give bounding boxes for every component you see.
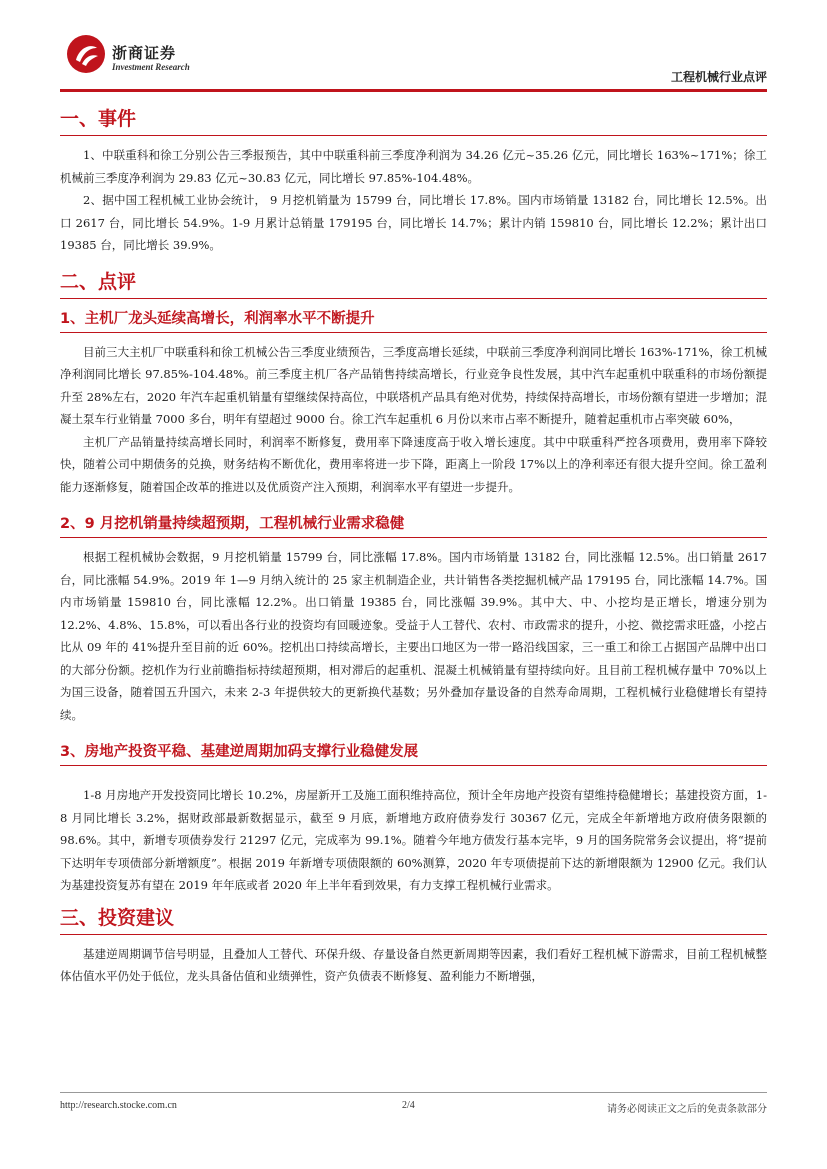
- section-review-heading: 二、点评: [60, 267, 767, 299]
- stocke-logo-icon: [66, 34, 106, 74]
- report-body: [60, 104, 767, 988]
- subsection-heading: 3、房地产投资平稳、基建逆周期加码支撑行业稳健发展: [60, 740, 767, 766]
- section-recommendation-heading: 三、投资建议: [60, 903, 767, 935]
- paragraph: 1-8 月房地产开发投资同比增长 10.2%，房屋新开工及施工面积维持高位，预计全年房地产投资有望维持稳健增长；基建投资方面，1-8 月同比增长 3.2%，据财政部最新数据显示，截至 9 月底，新增地方政府债券发行 30367 亿元，完成全年新增地方政府债务限额的 98.6%。其中，新增专项债券发行 21297 亿元，完成率为 99.1%。随着今年地方债发行基本完毕，9 月的国务院常务会议提出，将“提前下达明年专项债部分新增额度”。根据 2019 年新增专项债限额的 60%测算，2020 年专项债提前下达的新增限额为 12900 亿元。我们认为基建投资复苏有望在 2019 年年底或者 2020 年上半年看到效果，有力支撑工程机械行业需求。: [60, 788, 767, 892]
- paragraph: 主机厂产品销量持续高增长同时，利润率不断修复，费用率下降速度高于收入增长速度。其中中联重科严控各项费用，费用率下降较快，随着公司中期债务的兑换，财务结构不断优化，费用率将进一步下降，距离上一阶段 17%以上的净利率还有很大提升空间。徐工盈利能力逐渐修复，随着国企改革的推进以及优质资产注入预期，利润率水平有望进一步提升。: [60, 434, 767, 494]
- header-divider: [60, 89, 767, 92]
- section-event-heading: 一、事件: [60, 104, 767, 136]
- report-type: 工程机械行业点评: [670, 70, 767, 84]
- page-header: [60, 32, 767, 88]
- paragraph: 基建逆周期调节信号明显，且叠加人工替代、环保升级、存量设备自然更新周期等因素，我们看好工程机械下游需求，目前工程机械整体估值水平仍处于低位，龙头具备估值和业绩弹性，资产负债表不断修复、盈利能力不断增强，: [60, 946, 767, 983]
- logo-english-name: Investment Research: [112, 62, 190, 72]
- subsection-heading: 1、主机厂龙头延续高增长，利润率水平不断提升: [60, 307, 767, 333]
- footer-divider: [60, 1092, 767, 1093]
- footer-disclaimer: 请务必阅读正文之后的免责条款部分: [607, 1104, 767, 1115]
- subsection-heading: 2、9 月挖机销量持续超预期，工程机械行业需求稳健: [60, 512, 767, 538]
- logo-chinese-name: 浙商证券: [112, 44, 177, 62]
- page-number: 2/4: [402, 1100, 415, 1111]
- paragraph: 目前三大主机厂中联重科和徐工机械公告三季度业绩预告，三季度高增长延续，中联前三季度净利润同比增长 163%-171%，徐工机械净利润同比增长 97.85%-104.48%。前三季度主机厂各产品销售持续高增长，行业竞争良性发展，其中汽车起重机中联重科的市场份额提升至 28%左右，2020 年汽车起重机销量有望继续保持高位，中联塔机产品具有绝对优势，持续保持高增长，市场份额有望进一步增加；混凝土泵车行业销量 7000 多台，明年有望超过 9000 台。徐工汽车起重机 6 月份以来市占率不断提升，随着起重机市占率突破 60%，: [60, 344, 767, 426]
- paragraph: 根据工程机械协会数据，9 月挖机销量 15799 台，同比涨幅 17.8%。国内市场销量 13182 台，同比涨幅 12.5%。出口销量 2617 台，同比涨幅 54.9%。2019 年 1—9 月纳入统计的 25 家主机制造企业，共计销售各类挖掘机械产品 179195 台，同比涨幅 14.7%。国内市场销量 159810 台，同比涨幅 12.2%。出口销量 19385 台，同比涨幅 39.9%。其中大、中、小挖均是正增长，增速分别为 12.2%、4.8%、15.8%，可以看出各行业的投资均有回暖迹象。受益于人工替代、农村、市政需求的提升，小挖、微挖需求旺盛，小挖占比从 09 年的 41%提升至目前的近 60%。挖机出口持续高增长，主要出口地区为一带一路沿线国家，三一重工和徐工占据国产品牌中出口的大部分份额。挖机作为行业前瞻指标持续超预期，相对滞后的起重机、混凝土机械销量有望持续向好。且目前工程机械存量中 70%以上为国三设备，随着国五升国六，未来 2-3 年提供较大的更新换代基数；另外叠加存量设备的自然寿命周期，工程机械行业稳健增长有望持续。: [60, 550, 767, 722]
- paragraph: 2、据中国工程机械工业协会统计， 9 月挖机销量为 15799 台，同比增长 17.8%。国内市场销量 13182 台，同比增长 12.5%。出口 2617 台，同比增长 54.9%。1-9 月累计总销量 179195 台，同比增长 14.7%；累计内销 159810 台，同比增长 12.2%；累计出口 19385 台，同比增长 39.9%。: [60, 193, 768, 252]
- footer-url[interactable]: http://research.stocke.com.cn: [60, 1100, 177, 1111]
- paragraph: 1、中联重科和徐工分别公告三季报预告，其中中联重科前三季度净利润为 34.26 亿元~35.26 亿元，同比增长 163%~171%；徐工机械前三季度净利润为 29.83 亿元~30.83 亿元，同比增长 97.85%-104.48%。: [60, 148, 767, 185]
